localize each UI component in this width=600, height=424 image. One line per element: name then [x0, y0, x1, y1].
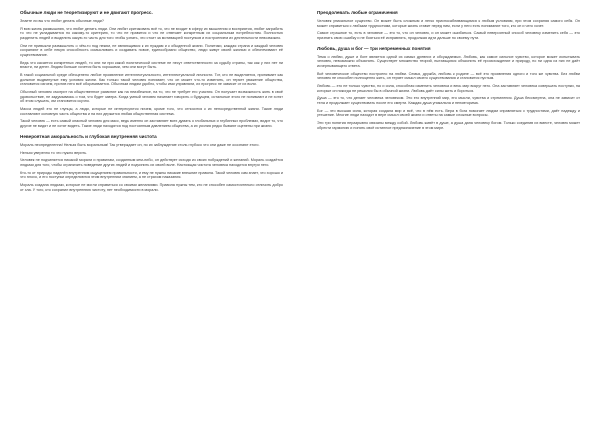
- paragraph: Масса людей это не глупцы, а люди, которые не интересуются ничем, кроме того, что относится к их непосредственной жизни. Такие люди составляют основную часть общества и на них держится любая общественная система.: [20, 107, 283, 116]
- paragraph: Тема о любви, душе и боге является одной из самых древних и обсуждаемых. Любовь, как самое сильное чувство, которое может испытывать человек, невозможно объяснить. Существует множество теорий, пытающихся объяснить её происхождение и природу, но ни одна из них не даёт исчерпывающего ответа.: [317, 54, 580, 68]
- paragraph: Бог — это высшая сила, которая создала мир и всё, что в нём есть. Вера в бога помогает людям справляться с трудностями, даёт надежду и утешение. Многие люди находят в вере смысл своей жизни и ответы на самые сложные вопросы.: [317, 108, 580, 118]
- paragraph: Кто-то от природы наделён внутренним ощущением правильности, и ему не нужны никакие внешние правила. Такой человек сам знает, что хорошо и что плохо, и его поступки определяются этим внутренним знанием, а не страхом наказания.: [20, 170, 283, 180]
- paragraph: Такой человек — есть самый опасный человек для масс, ведь именно он заставляет всех думать о глобальных и глубинных проблемах, видит то, что другие не видят и не хотят видеть. Такие люди находятся под постоянным давлением общества, а их усилия редко бывают оценены при жизни.: [20, 119, 283, 128]
- right-limits-body: [317, 19, 580, 44]
- paragraph: В такой социальной среде обесценено любое проявление интеллектуальности, интеллектуальной личности. Тот, кто не выделяется, принимает как должное выдвинутые ему условия жизни. Как только такой человек понимает, что он может что-то изменить, он теряет уважение общества, становится изгоем, против него всё оборачивается. Обычным людям удобно, чтобы ими управляли, их прогресс не зависит от их воли.: [20, 73, 283, 87]
- paragraph: Обычный человек смотрит на общественное развитие как на неизбежное, на то, что не требует его участия. Он получает возможность жить в своё удовольствие, не задумываясь о том, что будет завтра. Когда умный человек начинает говорить о будущем, остальные этого не понимают и не хотят об этом слушать, им становится скучно.: [20, 90, 283, 104]
- paragraph: Эти три понятия неразрывно связаны между собой. Любовь живёт в душе, а душа дана человеку богом. Только соединив их вместе, человек может обрести гармонию и понять своё истинное предназначение в этом мире.: [317, 121, 580, 130]
- paragraph: Мораль создана людьми, которые не могли справиться со своими желаниями. Правила нужны тем, кто не способен самостоятельно отличить добро от зла. У того, кто сохранил внутреннюю чистоту, нет необходимости в морали.: [20, 183, 283, 192]
- paragraph: Душа — это то, что делает человека человеком. Это его внутренний мир, его мысли, чувства и стремления. Душа бессмертна, она не зависит от тела и продолжает существовать после его смерти. Каждая душа уникальна и неповторима.: [317, 96, 580, 106]
- paragraph: Всё человеческое общество построено на любви. Семья, дружба, любовь к родине — всё это проявления одного и того же чувства. Без любви человек не способен полноценно жить, он теряет смысл своего существования и становится пустым.: [317, 71, 580, 81]
- paragraph: Они не привыкли размышлять о чём-то под неким, не являющимся к их нуждам и к обыденной жизни. Политики, каждая страна и каждый человек сохраняют в себе некую способность осмысливать и создавать новое, единообразно общество, люди живут своей жизнью и обеспечивают её существование.: [20, 43, 283, 57]
- left-amorality-body: [20, 143, 283, 196]
- paragraph: Знаете ли вы что любят делать обычные люди?: [20, 19, 104, 23]
- paragraph: Я всю жизнь размышляю, что любят делать люди. Они любят критиковать всё то, что не входит в сферу их мышления и восприятия, любят заграбить то что не укладывается по какому-то критерию, то что не нравится и что не отвечает конкретным их социальным потребностям. Полностью разделить людей и выделить какую-то часть для того чтобы узнать, что стоит за мотивацией поступков и построением их деятельности невозможно.: [20, 26, 283, 40]
- paragraph: Самое страшное то, есть в человеке — это то, что он человек, и он может ошибаться. Самый невероятный способ человеку изменить себя — это признать свою ошибку и не бояться её исправлять, продолжая идти дальше по своему пути.: [317, 31, 580, 40]
- paragraph: Человек не подчиняется никакой морали и правилам, созданным кем-либо, он действует исходя из своих побуждений и желаний. Мораль создаётся людьми для того, чтобы ограничить поведение других людей и подчинить их своей воле. Настоящая чистота человека находится внутри него.: [20, 158, 283, 167]
- paragraph: Ведь что касается конкретных людей, то они ни при какой политической системе не несут ответственности за судьбу страны, так как у них нет ни власти, ни денег. Людям больше хочется быть хорошими, чем они могут быть.: [20, 60, 283, 70]
- left-intro-body: [20, 19, 283, 132]
- heading-overcome-limits: Преодолевать любые ограничения: [317, 10, 398, 15]
- paragraph: Человек уникальное существо. Он может быть сложным и легко приспосабливающимся к любым условиям, при этом сохраняя самого себя. Он может справиться с любыми трудностями, которые жизнь ставит перед ним, если у него есть понимание того, кто он и чего хочет.: [317, 19, 580, 28]
- heading-amorality: Невероятная аморальность и глубокая внутренняя чистота: [20, 133, 157, 139]
- paragraph: Любовь — это не только чувство, но и сила, способная изменить человека и весь мир вокруг него. Она заставляет человека совершать поступки, на которые он никогда не решился бы в обычной жизни. Любовь даёт силы жить и бороться.: [317, 84, 580, 93]
- left-column: [20, 10, 283, 418]
- paragraph: Нельзя уверенно то что нужно верить.: [20, 150, 88, 155]
- right-love-body: [317, 55, 580, 134]
- paragraph: Мораль неопределенна! Нельзя быть моральным! Так утверждает он, но их заблуждение столь глубоко что они даже не осознают этого.: [20, 142, 260, 147]
- heading-ordinary-people: Обычные люди не теоретизируют и не двигают прогресс.: [20, 10, 153, 15]
- right-column: [317, 10, 580, 418]
- heading-love-soul-god: Любовь, душа и бог — три непременных понятия: [317, 45, 431, 51]
